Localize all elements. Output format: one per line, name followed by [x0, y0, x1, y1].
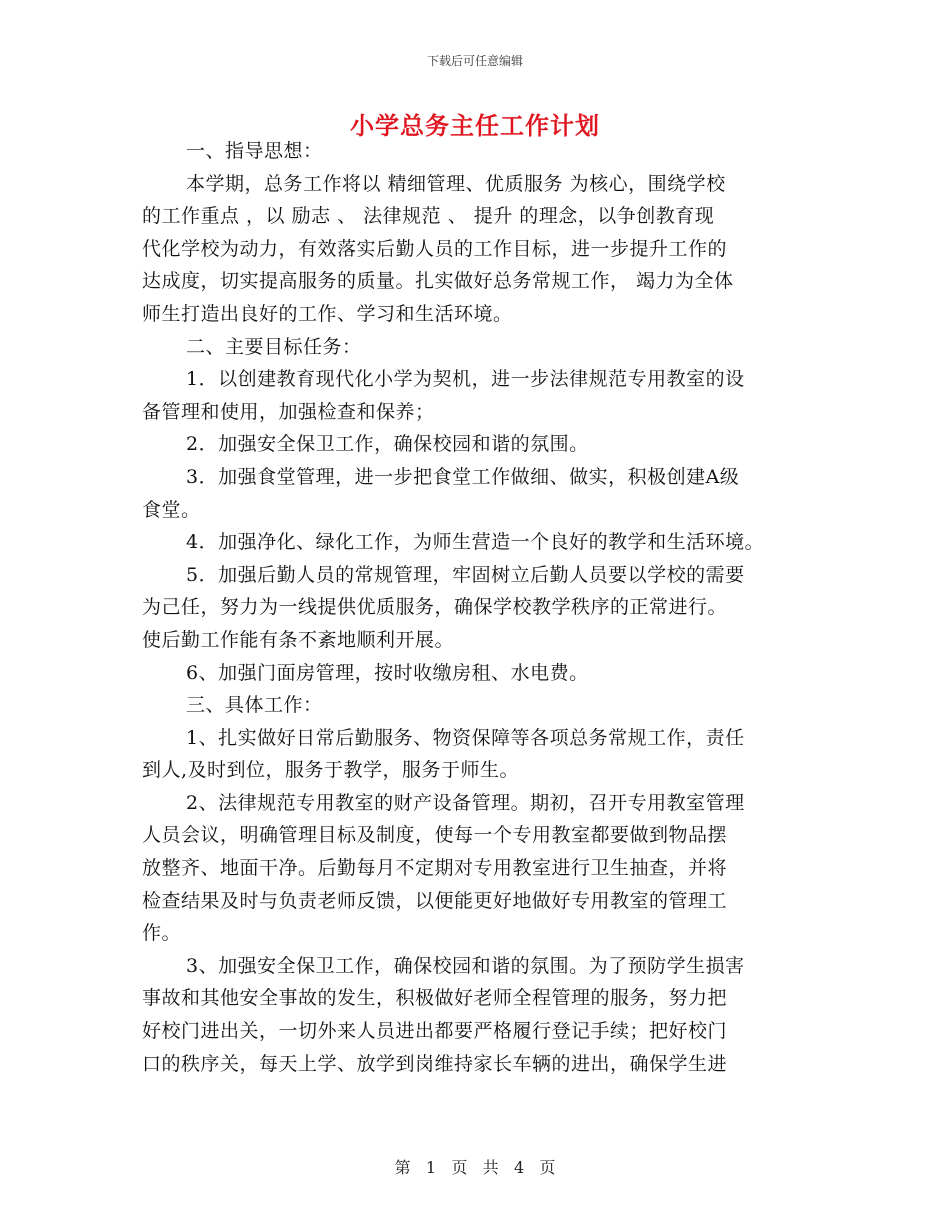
text-line: 放整齐、地面干净。后勤每月不定期对专用教室进行卫生抽查，并将 — [142, 857, 728, 880]
footer-total-pages: 4 — [513, 1158, 525, 1177]
text-line: 作。 — [142, 922, 182, 945]
text-line: 师生打造出良好的工作、学习和生活环境。 — [142, 302, 513, 325]
text-line: 到人,及时到位，服务于教学，服务于师生。 — [142, 759, 520, 782]
text-line: 二、主要目标任务： — [186, 335, 362, 358]
text-line: 5．加强后勤人员的常规管理，牢固树立后勤人员要以学校的需要 — [186, 563, 745, 586]
text-line: 1．以创建教育现代化小学为契机，进一步法律规范专用教室的设 — [186, 368, 745, 391]
text-line: 一、指导思想： — [186, 140, 323, 162]
header-note: 下载后可任意编辑 — [426, 54, 523, 68]
text-line: 3．加强食堂管理，进一步把食堂工作做细、做实，积极创建A级 — [186, 465, 740, 488]
footer-page-word: 页 — [451, 1158, 468, 1177]
text-line: 2、法律规范专用教室的财产设备管理。期初，召开专用教室管理 — [186, 791, 745, 814]
text-line: 口的秩序关，每天上学、放学到岗维持家长车辆的进出，确保学生进 — [142, 1052, 728, 1075]
text-line: 使后勤工作能有条不紊地顺利开展。 — [142, 628, 455, 651]
text-line: 6、加强门面房管理，按时收缴房租、水电费。 — [186, 661, 589, 684]
text-line: 本学期，总务工作将以 精细管理、优质服务 为核心，围绕学校 — [186, 172, 726, 195]
text-line: 3、加强安全保卫工作，确保校园和谐的氛围。为了预防学生损害 — [186, 954, 745, 977]
text-line: 2．加强安全保卫工作，确保校园和谐的氛围。 — [186, 433, 589, 456]
text-line: 事故和其他安全事故的发生，积极做好老师全程管理的服务，努力把 — [142, 987, 728, 1010]
document-body — [142, 135, 822, 1080]
footer-total-word: 共 — [482, 1158, 499, 1177]
text-line: 为己任，努力为一线提供优质服务，确保学校教学秩序的正常进行。 — [142, 596, 728, 619]
text-line: 代化学校为动力，有效落实后勤人员的工作目标，进一步提升工作的 — [142, 237, 728, 260]
page-footer — [0, 1155, 950, 1178]
text-line: 食堂。 — [142, 498, 201, 521]
text-line: 检查结果及时与负责老师反馈，以便能更好地做好专用教室的管理工 — [142, 889, 728, 912]
text-line: 好校门进出关，一切外来人员进出都要严格履行登记手续；把好校门 — [142, 1020, 728, 1043]
footer-page-number: 1 — [425, 1158, 437, 1177]
footer-suffix: 页 — [539, 1158, 556, 1177]
text-line: 4．加强净化、绿化工作，为师生营造一个良好的教学和生活环境。 — [186, 531, 765, 554]
text-line: 达成度，切实提高服务的质量。扎实做好总务常规工作， 竭力为全体 — [142, 270, 734, 293]
text-line: 的工作重点 ，以 励志 、 法律规范 、 提升 的理念，以争创教育现 — [142, 205, 715, 228]
text-line: 人员会议，明确管理目标及制度，使每一个专用教室都要做到物品摆 — [142, 824, 728, 847]
footer-prefix: 第 — [394, 1158, 411, 1177]
text-line: 1、扎实做好日常后勤服务、物资保障等各项总务常规工作，责任 — [186, 726, 745, 749]
text-line: 三、具体工作： — [186, 694, 323, 717]
document-title: 小学总务主任工作计划 — [350, 111, 600, 140]
text-line: 备管理和使用，加强检查和保养； — [142, 400, 435, 423]
